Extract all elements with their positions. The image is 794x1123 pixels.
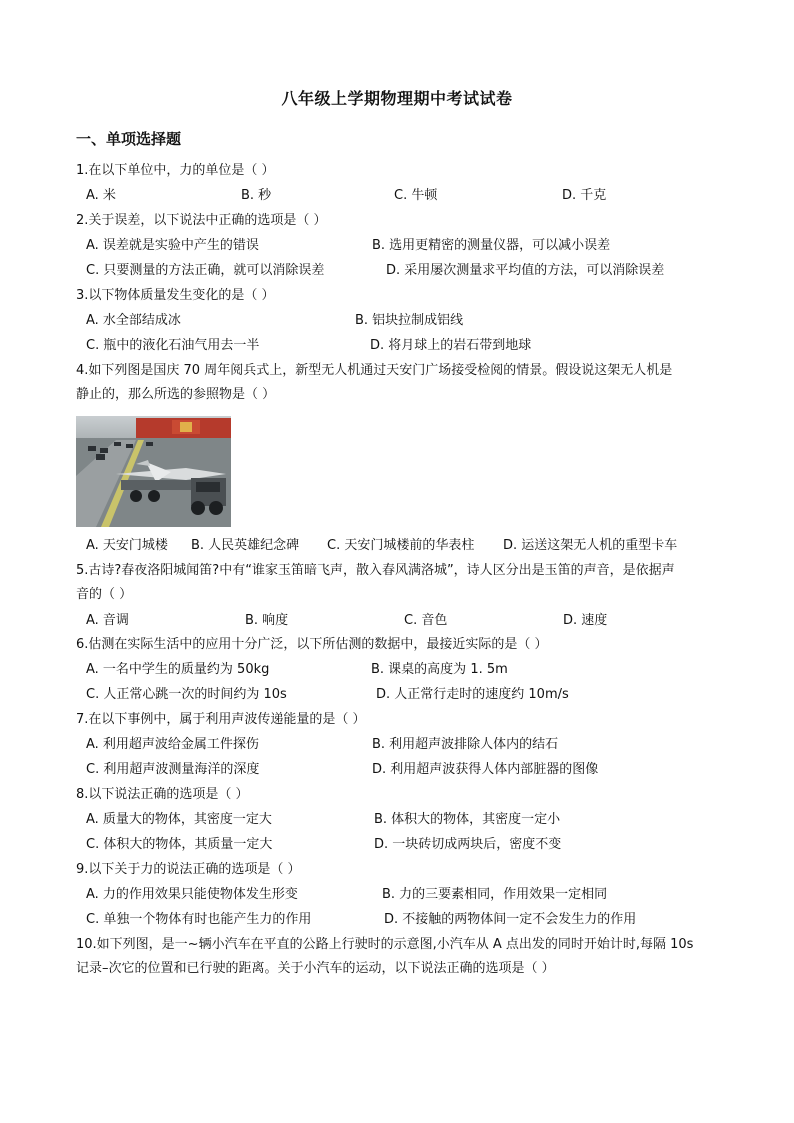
question-7-option-a[interactable]: A. 利用超声波给金属工件探伤 (86, 737, 259, 752)
question-4-option-d[interactable]: D. 运送这架无人机的重型卡车 (503, 538, 678, 553)
question-2-option-b[interactable]: B. 选用更精密的测量仪器，可以减小误差 (372, 238, 611, 253)
question-7-option-c[interactable]: C. 利用超声波测量海洋的深度 (86, 762, 260, 777)
question-2-option-d[interactable]: D. 采用屡次测量求平均值的方法，可以消除误差 (386, 263, 665, 278)
question-5-option-c[interactable]: C. 音色 (404, 613, 448, 628)
question-6-option-a[interactable]: A. 一名中学生的质量约为 50kg (86, 662, 270, 677)
section-heading: 一、单项选择题 (76, 130, 182, 148)
question-4-option-c[interactable]: C. 天安门城楼前的华表柱 (327, 538, 475, 553)
question-5-option-d[interactable]: D. 速度 (563, 613, 608, 628)
question-2-stem: 2.关于误差，以下说法中正确的选项是（ ） (76, 213, 327, 228)
question-5-stem: 5.古诗?春夜洛阳城闻笛?中有“谁家玉笛暗飞声，散入春风满洛城”，诗人区分出是玉笛的声音，是依据声 (76, 563, 675, 578)
parade-drone-photo (76, 416, 231, 527)
question-9-stem: 9.以下关于力的说法正确的选项是（ ） (76, 862, 301, 877)
question-10-stem-continued: 记录–次它的位置和已行驶的距离。关于小汽车的运动，以下说法正确的选项是（ ） (76, 961, 555, 976)
question-3-option-b[interactable]: B. 铝块拉制成铝线 (355, 313, 464, 328)
page-title: 八年级上学期物理期中考试试卷 (281, 89, 513, 108)
question-1-stem: 1.在以下单位中，力的单位是（ ） (76, 163, 275, 178)
question-5-option-a[interactable]: A. 音调 (86, 613, 129, 628)
question-10-stem: 10.如下列图，是一~辆小汽车在平直的公路上行驶时的示意图,小汽车从 A 点出发的同时开始计时,每隔 10s (76, 937, 694, 952)
parade-photo-image (76, 416, 231, 527)
question-4-option-a[interactable]: A. 天安门城楼 (86, 538, 168, 553)
question-9-option-a[interactable]: A. 力的作用效果只能使物体发生形变 (86, 887, 298, 902)
question-8-option-c[interactable]: C. 体积大的物体，其质量一定大 (86, 837, 273, 852)
question-1-option-d[interactable]: D. 千克 (562, 188, 607, 203)
question-4-stem-continued: 静止的，那么所选的参照物是（ ） (76, 387, 276, 402)
question-4-stem: 4.如下列图是国庆 70 周年阅兵式上，新型无人机通过天安门广场接受检阅的情景。假设说这架无人机是 (76, 363, 673, 378)
question-3-option-a[interactable]: A. 水全部结成冰 (86, 313, 181, 328)
question-3-option-d[interactable]: D. 将月球上的岩石带到地球 (370, 338, 532, 353)
question-6-option-d[interactable]: D. 人正常行走时的速度约 10m/s (376, 687, 569, 702)
question-1-option-a[interactable]: A. 米 (86, 188, 116, 203)
question-3-option-c[interactable]: C. 瓶中的液化石油气用去一半 (86, 338, 260, 353)
question-4-option-b[interactable]: B. 人民英雄纪念碑 (191, 538, 300, 553)
question-9-option-c[interactable]: C. 单独一个物体有时也能产生力的作用 (86, 912, 312, 927)
question-6-stem: 6.估测在实际生活中的应用十分广泛，以下所估测的数据中，最接近实际的是（ ） (76, 637, 548, 652)
question-7-stem: 7.在以下事例中，属于利用声波传递能量的是（ ） (76, 712, 366, 727)
question-7-option-d[interactable]: D. 利用超声波获得人体内部脏器的图像 (372, 762, 599, 777)
question-9-option-d[interactable]: D. 不接触的两物体间一定不会发生力的作用 (384, 912, 637, 927)
question-2-option-c[interactable]: C. 只要测量的方法正确，就可以消除误差 (86, 263, 325, 278)
question-1-option-b[interactable]: B. 秒 (241, 188, 272, 203)
question-8-stem: 8.以下说法正确的选项是（ ） (76, 787, 249, 802)
question-6-option-c[interactable]: C. 人正常心跳一次的时间约为 10s (86, 687, 287, 702)
question-8-option-a[interactable]: A. 质量大的物体，其密度一定大 (86, 812, 272, 827)
question-6-option-b[interactable]: B. 课桌的高度为 1. 5m (371, 662, 508, 677)
question-2-option-a[interactable]: A. 误差就是实验中产生的错误 (86, 238, 259, 253)
question-8-option-d[interactable]: D. 一块砖切成两块后，密度不变 (374, 837, 562, 852)
question-3-stem: 3.以下物体质量发生变化的是（ ） (76, 288, 275, 303)
question-9-option-b[interactable]: B. 力的三要素相同，作用效果一定相同 (382, 887, 608, 902)
question-1-option-c[interactable]: C. 牛顿 (394, 188, 438, 203)
question-5-stem-continued: 音的（ ） (76, 587, 133, 602)
question-5-option-b[interactable]: B. 响度 (245, 613, 289, 628)
question-7-option-b[interactable]: B. 利用超声波排除人体内的结石 (372, 737, 559, 752)
question-8-option-b[interactable]: B. 体积大的物体，其密度一定小 (374, 812, 561, 827)
